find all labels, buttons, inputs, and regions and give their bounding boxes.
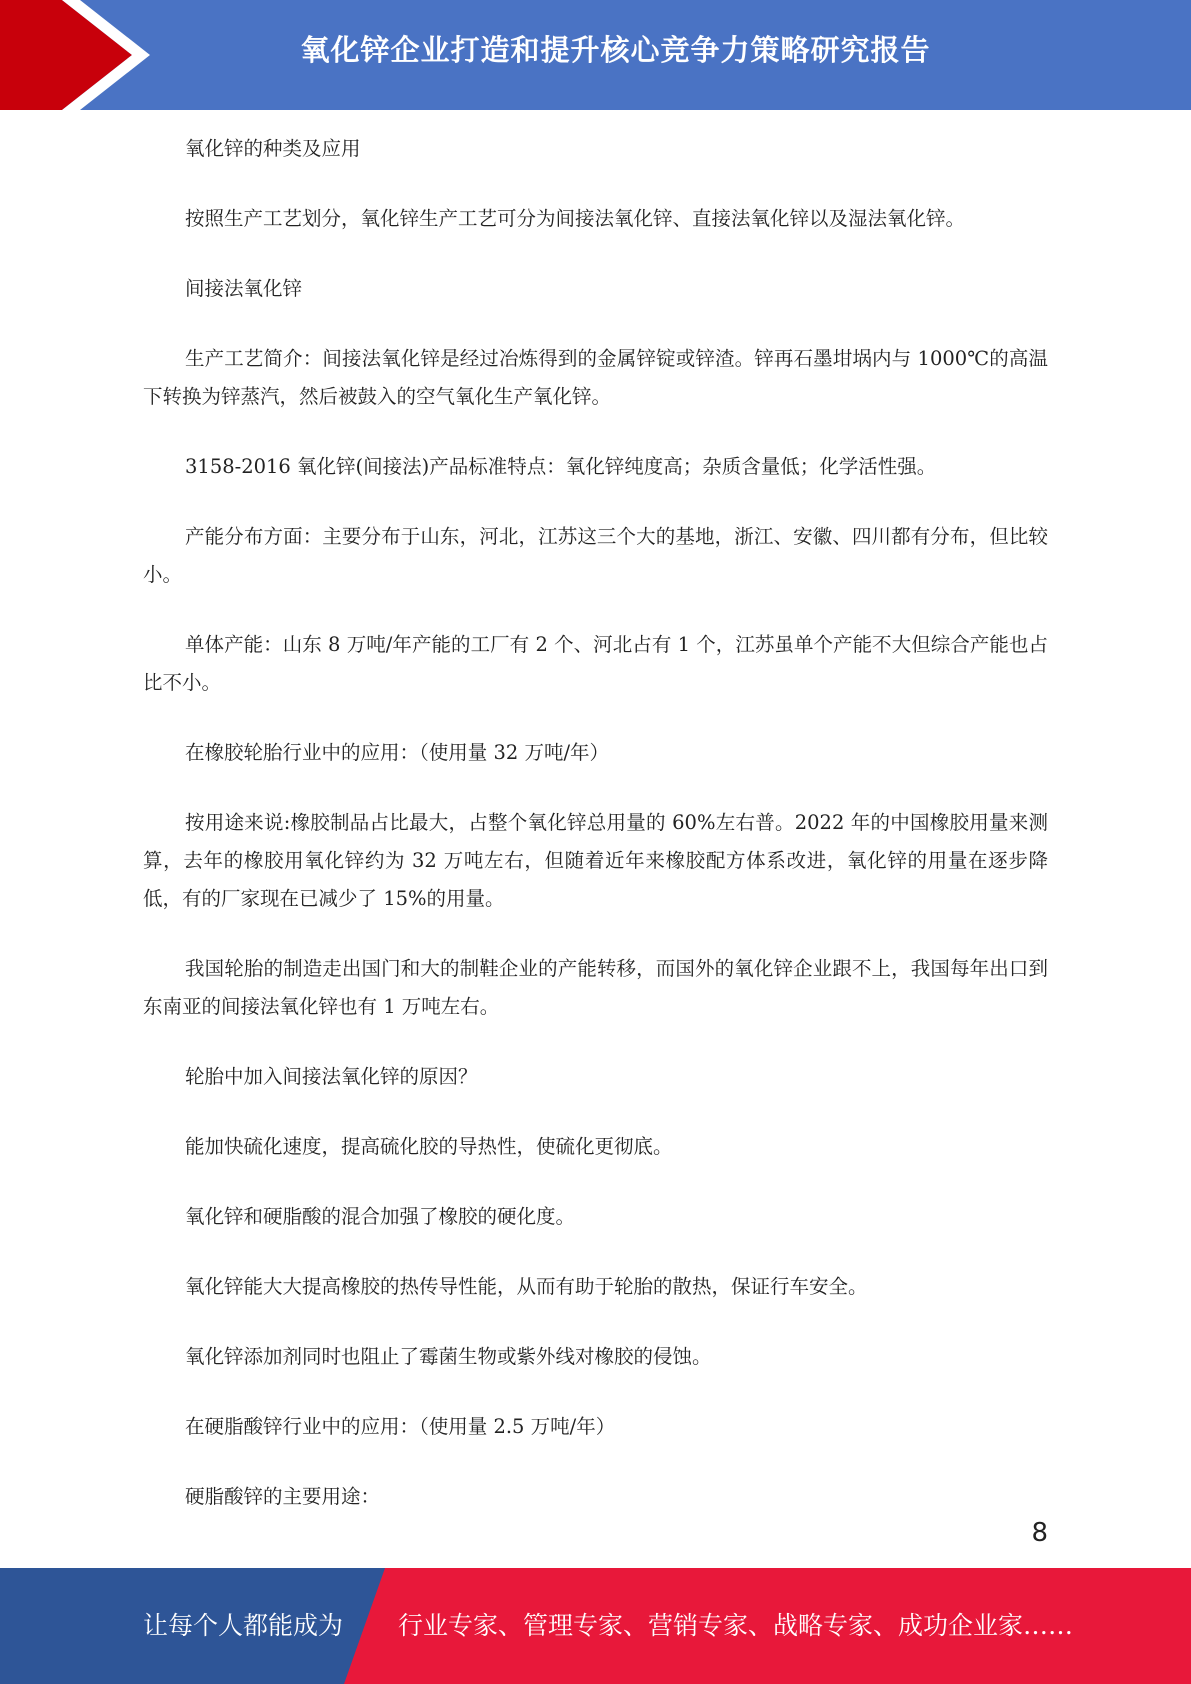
paragraph: 在硬脂酸锌行业中的应用：（使用量 2.5 万吨/年） (185, 1415, 616, 1438)
page-footer (0, 1568, 1191, 1684)
paragraph: 生产工艺简介：间接法氧化锌是经过冶炼得到的金属锌锭或锌渣。锌再石墨坩埚内与 1000℃的高温下转换为锌蒸汽，然后被鼓入的空气氧化生产氧化锌。 (143, 347, 1048, 408)
paragraph: 3158-2016 氧化锌(间接法)产品标准特点：氧化锌纯度高；杂质含量低；化学活性强。 (185, 455, 937, 478)
paragraph: 按用途来说:橡胶制品占比最大，占整个氧化锌总用量的 60%左右普。2022 年的中国橡胶用量来测算，去年的橡胶用氧化锌约为 32 万吨左右，但随着近年来橡胶配方体系改进，氧化锌的用量在逐步降低，有的厂家现在已减少了 15%的用量。 (143, 811, 1048, 910)
paragraph: 能加快硫化速度，提高硫化胶的导热性，使硫化更彻底。 (185, 1135, 673, 1158)
paragraph: 氧化锌的种类及应用 (185, 137, 361, 160)
paragraph: 氧化锌添加剂同时也阻止了霉菌生物或紫外线对橡胶的侵蚀。 (185, 1345, 712, 1368)
paragraph: 硬脂酸锌的主要用途： (185, 1485, 381, 1508)
paragraph: 我国轮胎的制造走出国门和大的制鞋企业的产能转移，而国外的氧化锌企业跟不上，我国每年出口到东南亚的间接法氧化锌也有 1 万吨左右。 (143, 957, 1048, 1018)
page-header (0, 0, 1191, 110)
document-body (143, 130, 1048, 1548)
paragraph: 氧化锌和硬脂酸的混合加强了橡胶的硬化度。 (185, 1205, 576, 1228)
paragraph: 在橡胶轮胎行业中的应用：（使用量 32 万吨/年） (185, 741, 610, 764)
footer-slogan-left: 让每个人都能成为 (143, 1611, 344, 1640)
report-title: 氧化锌企业打造和提升核心竞争力策略研究报告 (300, 33, 931, 67)
paragraph: 产能分布方面：主要分布于山东，河北，江苏这三个大的基地，浙江、安徽、四川都有分布，但比较小。 (143, 525, 1048, 586)
paragraph: 间接法氧化锌 (185, 277, 303, 300)
paragraph: 按照生产工艺划分，氧化锌生产工艺可分为间接法氧化锌、直接法氧化锌以及湿法氧化锌。 (185, 207, 966, 230)
paragraph: 氧化锌能大大提高橡胶的热传导性能，从而有助于轮胎的散热，保证行车安全。 (185, 1275, 868, 1298)
paragraph: 轮胎中加入间接法氧化锌的原因？ (185, 1065, 478, 1088)
footer-slogan-right: 行业专家、管理专家、营销专家、战略专家、成功企业家…… (398, 1611, 1074, 1640)
page-number: 8 (1031, 1518, 1048, 1548)
paragraph: 单体产能：山东 8 万吨/年产能的工厂有 2 个、河北占有 1 个，江苏虽单个产能不大但综合产能也占比不小。 (143, 633, 1048, 694)
